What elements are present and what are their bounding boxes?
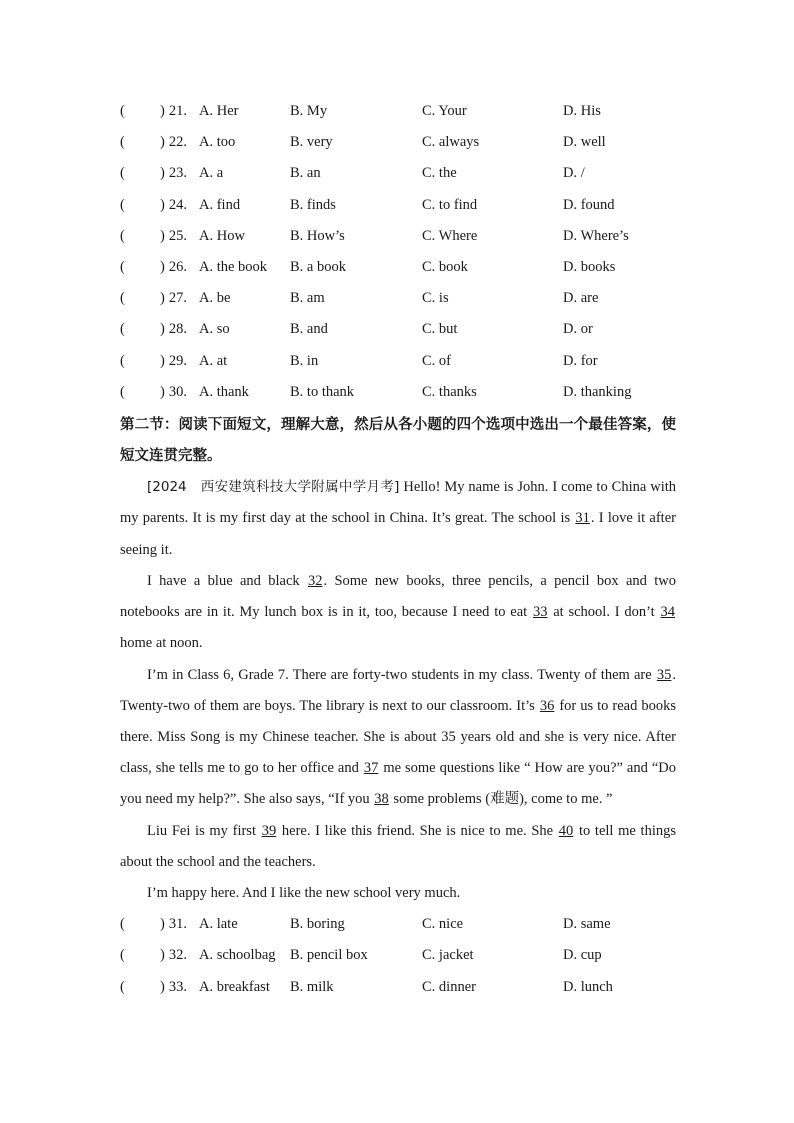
option-b: B. am	[290, 290, 325, 307]
question-number	[160, 221, 187, 252]
option-d: D. thanking	[563, 383, 632, 400]
blank-36: 36	[539, 697, 555, 714]
p3-text: for us to read books there. Miss Song is my Chinese teacher. She is about 35 years old and she is very nice. After class, she tells me to go to her office and	[120, 697, 676, 777]
option-a: A. Her	[199, 103, 239, 119]
option-c: C. the	[422, 165, 457, 182]
option-a: A. find	[199, 196, 241, 213]
option-b: B. My	[290, 103, 328, 119]
option-c: C. book	[422, 258, 468, 275]
option-c: C. jacket	[422, 947, 474, 964]
blank-40: 40	[558, 822, 574, 839]
answer-paren-left: (	[120, 321, 125, 338]
option-a: A. be	[199, 290, 231, 307]
exam-page	[120, 96, 676, 1003]
question-number-text: 33.	[168, 978, 187, 995]
option-c: C. dinner	[422, 978, 476, 995]
question-block-21-30	[120, 96, 676, 408]
question-row	[120, 314, 676, 345]
question-number	[160, 252, 187, 283]
answer-paren-left: (	[120, 290, 125, 307]
question-number	[160, 940, 187, 971]
option-b: B. very	[290, 134, 333, 151]
question-row	[120, 252, 676, 283]
option-b: B. pencil box	[290, 947, 368, 964]
answer-paren-left: (	[120, 134, 125, 151]
passage-source: [2024 西安建筑科技大学附属中学月考]	[147, 479, 400, 496]
p3-text: some problems (难题), come to me. ”	[389, 791, 613, 808]
answer-paren-left: (	[120, 916, 125, 933]
question-number	[160, 314, 187, 345]
passage-paragraph-5: I’m happy here. And I like the new school very much.	[147, 884, 461, 901]
option-a: A. late	[199, 916, 238, 933]
passage-paragraph-2	[120, 566, 676, 660]
question-row	[120, 190, 676, 221]
answer-paren-left: (	[120, 383, 125, 400]
question-number	[160, 972, 187, 1003]
answer-paren-right: )	[160, 321, 165, 338]
question-number	[160, 909, 187, 940]
question-number-text: 29.	[168, 352, 187, 369]
option-a: A. thank	[199, 383, 249, 400]
answer-paren-right: )	[160, 165, 165, 182]
answer-paren-left: (	[120, 196, 125, 213]
question-row	[120, 96, 676, 127]
p2-text: I have a blue and black	[147, 572, 307, 589]
option-c: C. nice	[422, 916, 464, 933]
question-number	[160, 283, 187, 314]
blank-31: 31	[575, 510, 590, 527]
question-row	[120, 346, 676, 377]
question-row	[120, 158, 676, 189]
p3-text: . Twenty-two of them are boys. The library is next to our classroom. It’s	[120, 666, 676, 714]
question-number	[160, 96, 187, 127]
option-c: C. but	[422, 321, 458, 338]
option-a: A. at	[199, 352, 228, 369]
answer-paren-right: )	[160, 978, 165, 995]
option-d: D. are	[563, 290, 599, 307]
question-number-text: 30.	[168, 383, 187, 400]
question-number	[160, 190, 187, 221]
question-number-text: 28.	[168, 321, 187, 338]
question-number-text: 25.	[168, 227, 187, 244]
option-c: C. thanks	[422, 383, 477, 400]
option-a: A. the book	[199, 258, 268, 275]
option-b: B. milk	[290, 978, 334, 995]
option-a: A. so	[199, 321, 230, 338]
question-number-text: 22.	[168, 134, 187, 151]
question-number-text: 21.	[168, 103, 187, 119]
question-row	[120, 377, 676, 408]
question-number-text: 26.	[168, 258, 187, 275]
option-a: A. breakfast	[199, 978, 270, 995]
option-d: D. same	[563, 916, 611, 933]
question-number	[160, 377, 187, 408]
passage-paragraph-1	[120, 472, 676, 566]
option-b: B. an	[290, 165, 321, 182]
option-b: B. in	[290, 352, 319, 369]
option-c: C. to find	[422, 196, 478, 213]
p3-text: me some questions like “ How are you?” and “Do you need my help?”. She also says, “If you	[120, 760, 676, 808]
question-row	[120, 940, 676, 971]
option-d: D. His	[563, 103, 601, 119]
answer-paren-right: )	[160, 352, 165, 369]
p3-text: I’m in Class 6, Grade 7. There are forty-two students in my class. Twenty of them are	[147, 666, 656, 683]
p1-text: . I love it after seeing it.	[120, 510, 676, 558]
blank-37: 37	[363, 760, 379, 777]
p4-text: here. I like this friend. She is nice to me. She	[277, 822, 558, 839]
passage-paragraph-4	[120, 816, 676, 878]
blank-33: 33	[532, 604, 548, 621]
p4-text: to tell me things about the school and the teachers.	[120, 822, 676, 870]
option-c: C. is	[422, 290, 449, 307]
answer-paren-left: (	[120, 258, 125, 275]
option-d: D. books	[563, 258, 616, 275]
option-d: D. well	[563, 134, 606, 151]
answer-paren-left: (	[120, 103, 125, 119]
option-c: C. Where	[422, 227, 478, 244]
option-b: B. and	[290, 321, 328, 338]
option-c: C. of	[422, 352, 451, 369]
blank-34: 34	[660, 604, 675, 621]
question-block-31-33	[120, 909, 676, 1003]
answer-paren-left: (	[120, 947, 125, 964]
answer-paren-right: )	[160, 134, 165, 151]
answer-paren-right: )	[160, 290, 165, 307]
option-a: A. a	[199, 165, 224, 182]
blank-39: 39	[261, 822, 277, 839]
option-d: D. cup	[563, 947, 602, 964]
answer-paren-left: (	[120, 227, 125, 244]
option-d: D. for	[563, 352, 598, 369]
answer-paren-right: )	[160, 196, 165, 213]
option-b: B. boring	[290, 916, 345, 933]
answer-paren-right: )	[160, 916, 165, 933]
blank-32: 32	[308, 572, 323, 589]
question-number	[160, 158, 187, 189]
option-b: B. finds	[290, 196, 336, 213]
option-a: A. schoolbag	[199, 947, 276, 964]
question-row	[120, 221, 676, 252]
answer-paren-right: )	[160, 947, 165, 964]
option-d: D. or	[563, 321, 593, 338]
answer-paren-left: (	[120, 165, 125, 182]
option-b: B. a book	[290, 258, 346, 275]
option-c: C. Your	[422, 103, 467, 119]
p1-text: Hello! My name is John. I come to China with my parents. It is my first day at the school in China. It’s great. The school is	[120, 479, 677, 527]
option-b: B. to thank	[290, 383, 355, 400]
question-number	[160, 346, 187, 377]
answer-paren-right: )	[160, 258, 165, 275]
question-number-text: 32.	[168, 947, 187, 964]
blank-35: 35	[656, 666, 672, 683]
question-number	[160, 127, 187, 158]
option-a: A. How	[199, 227, 245, 244]
p2-text: at school. I don’t	[548, 604, 660, 621]
question-row	[120, 127, 676, 158]
question-row	[120, 909, 676, 940]
option-a: A. too	[199, 134, 236, 151]
option-d: D. /	[563, 165, 585, 182]
answer-paren-right: )	[160, 103, 165, 119]
question-number-text: 24.	[168, 196, 187, 213]
option-d: D. Where’s	[563, 227, 629, 244]
p2-text: . Some new books, three pencils, a pencil box and two notebooks are in it. My lunch box is in it, too, because I need to eat	[120, 572, 676, 621]
option-d: D. found	[563, 196, 615, 213]
answer-paren-left: (	[120, 978, 125, 995]
p2-text: home at noon.	[120, 635, 203, 652]
answer-paren-right: )	[160, 227, 165, 244]
question-row	[120, 972, 676, 1003]
option-c: C. always	[422, 134, 480, 151]
question-number-text: 31.	[168, 916, 187, 933]
question-number-text: 23.	[168, 165, 187, 182]
option-b: B. How’s	[290, 227, 345, 244]
question-number-text: 27.	[168, 290, 187, 307]
answer-paren-right: )	[160, 383, 165, 400]
p4-text: Liu Fei is my first	[147, 822, 261, 839]
blank-38: 38	[374, 791, 389, 808]
answer-paren-left: (	[120, 352, 125, 369]
section-title: 第二节：阅读下面短文，理解大意，然后从各小题的四个选项中选出一个最佳答案，使短文连贯完整。	[120, 416, 676, 465]
question-row	[120, 283, 676, 314]
option-d: D. lunch	[563, 978, 613, 995]
passage-paragraph-3	[120, 660, 676, 816]
